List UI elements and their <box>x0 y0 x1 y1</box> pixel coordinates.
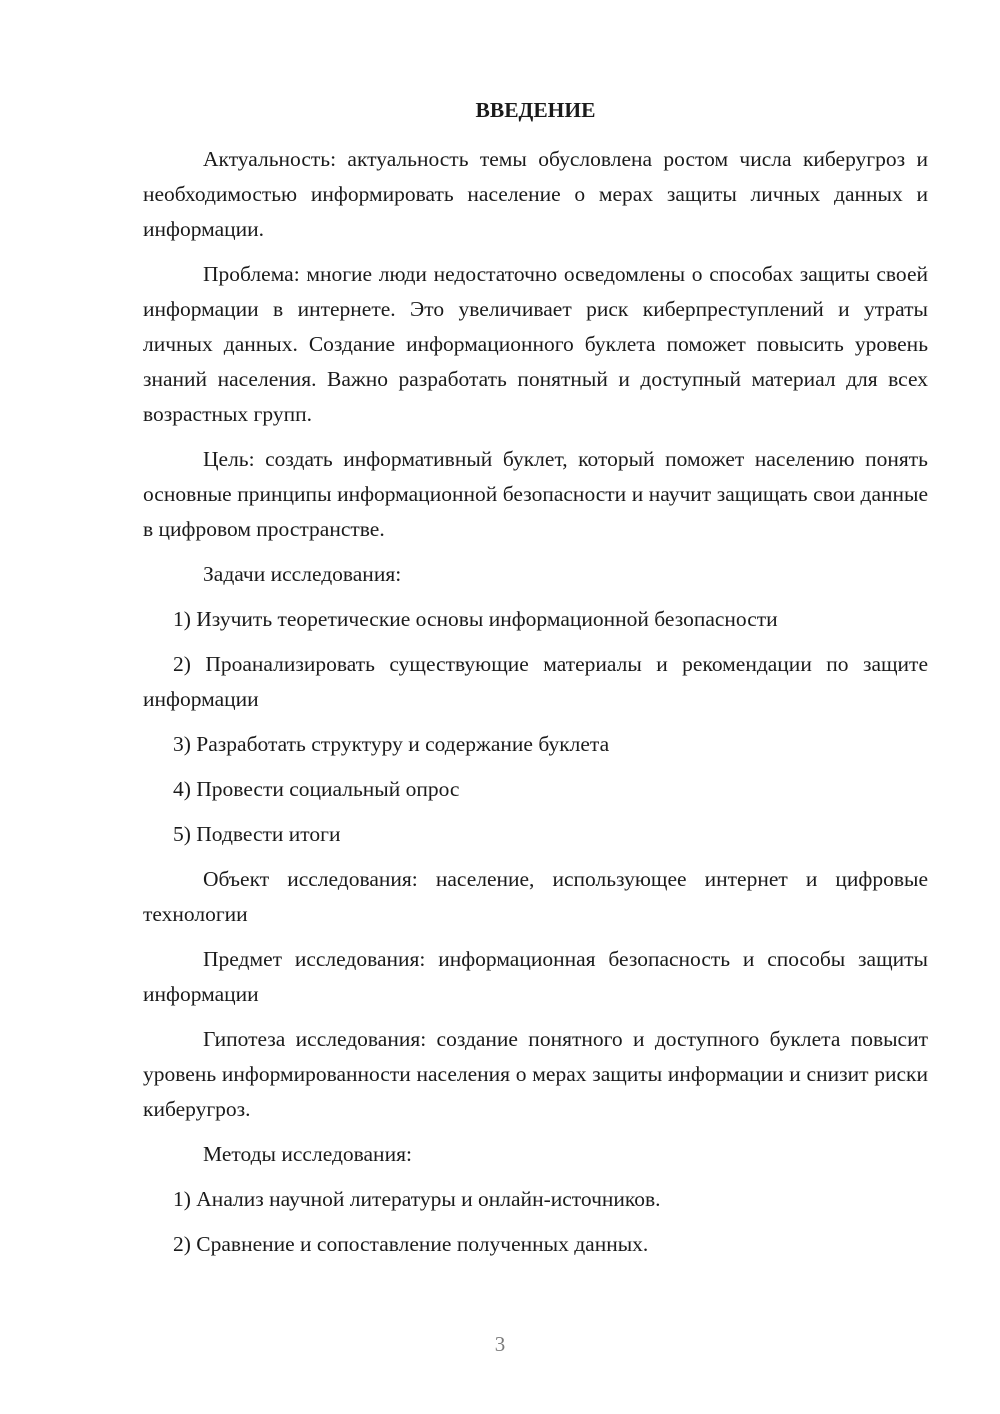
page-number: 3 <box>494 1332 506 1356</box>
section-title: ВВЕДЕНИЕ <box>475 98 596 122</box>
task-item-5: 5) Подвести итоги <box>173 822 341 846</box>
paragraph-problem: Проблема: многие люди недостаточно осведомлены о способах защиты своей информации в интернете. Это увеличивает риск киберпреступлений и утраты личных данных. Создание информационного буклета поможет повысить уровень знаний населения. Важно разработать понятный и доступный материал для всех возрастных групп. <box>143 262 928 426</box>
task-item-2: 2) Проанализировать существующие материалы и рекомендации по защите информации <box>143 652 928 711</box>
method-item-2: 2) Сравнение и сопоставление полученных данных. <box>173 1232 649 1256</box>
paragraph-object: Объект исследования: население, использующее интернет и цифровые технологии <box>143 867 928 926</box>
task-item-4: 4) Провести социальный опрос <box>173 777 460 801</box>
paragraph-subject: Предмет исследования: информационная безопасность и способы защиты информации <box>143 947 928 1006</box>
tasks-heading: Задачи исследования: <box>203 562 402 586</box>
method-item-1: 1) Анализ научной литературы и онлайн-источников. <box>173 1187 661 1211</box>
task-item-1: 1) Изучить теоретические основы информационной безопасности <box>173 607 778 631</box>
document-page <box>143 88 928 1272</box>
paragraph-hypothesis: Гипотеза исследования: создание понятного и доступного буклета повысит уровень информированности населения о мерах защиты информации и снизит риски киберугроз. <box>143 1027 928 1121</box>
methods-heading: Методы исследования: <box>203 1142 412 1166</box>
paragraph-relevance: Актуальность: актуальность темы обусловлена ростом числа киберугроз и необходимостью информировать население о мерах защиты личных данных и информации. <box>143 147 928 241</box>
task-item-3: 3) Разработать структуру и содержание буклета <box>173 732 610 756</box>
paragraph-goal: Цель: создать информативный буклет, который поможет населению понять основные принципы информационной безопасности и научит защищать свои данные в цифровом пространстве. <box>143 447 928 541</box>
